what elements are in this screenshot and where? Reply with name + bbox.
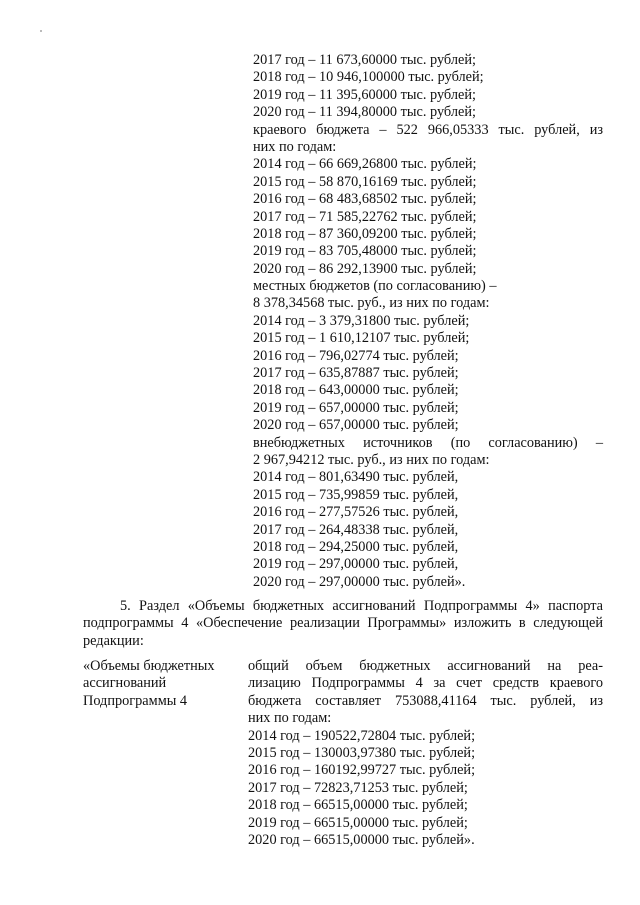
text-line: внебюджетных источников (по согласованию) – — [253, 434, 603, 451]
text-line: 2014 год – 3 379,31800 тыс. рублей; — [253, 312, 470, 329]
text-line: 2019 год – 297,00000 тыс. рублей, — [253, 556, 459, 573]
text-line: 2015 год – 1 610,12107 тыс. рублей; — [253, 330, 470, 347]
text-line: 2018 год – 294,25000 тыс. рублей, — [253, 538, 459, 555]
label-line: Подпрограммы 4 — [83, 692, 188, 709]
section-5-paragraph — [83, 598, 603, 650]
text-line: 2016 год – 796,02774 тыс. рублей; — [253, 347, 459, 364]
text-line: краевого бюджета – 522 966,05333 тыс. рублей, из — [253, 121, 603, 138]
value-line: лизацию Подпрограммы 4 за счет средств краевого — [248, 675, 603, 692]
text-line: 2 967,94212 тыс. руб., из них по годам: — [253, 451, 490, 468]
text-line: 2018 год – 10 946,100000 тыс. рублей; — [253, 69, 484, 86]
text-line: 2014 год – 66 669,26800 тыс. рублей; — [253, 156, 477, 173]
text-line: местных бюджетов (по согласованию) – — [253, 278, 497, 295]
text-line: 2016 год – 68 483,68502 тыс. рублей; — [253, 191, 477, 208]
paragraph-text: 5. Раздел «Объемы бюджетных ассигнований Подпрограммы 4» паспорта подпрограммы 4 «Обеспечение реализации Программы» изложить в следующей редакции: — [83, 598, 603, 649]
value-line: 2019 год – 66515,00000 тыс. рублей; — [248, 814, 468, 831]
text-line: 2017 год – 264,48338 тыс. рублей, — [253, 521, 459, 538]
text-line: 2017 год – 71 585,22762 тыс. рублей; — [253, 208, 477, 225]
label-line: ассигнований — [83, 675, 167, 692]
value-line: них по годам: — [248, 710, 332, 727]
text-line: 2014 год – 801,63490 тыс. рублей, — [253, 469, 459, 486]
table-label-cell — [83, 658, 248, 710]
value-line: 2018 год – 66515,00000 тыс. рублей; — [248, 797, 468, 814]
value-line: 2014 год – 190522,72804 тыс. рублей; — [248, 727, 476, 744]
label-line: «Объемы бюджетных — [83, 658, 215, 674]
text-line: 2017 год – 11 673,60000 тыс. рублей; — [253, 52, 476, 68]
text-line: 8 378,34568 тыс. руб., из них по годам: — [253, 295, 490, 312]
text-line: 2015 год – 58 870,16169 тыс. рублей; — [253, 173, 477, 190]
text-line: 2018 год – 643,00000 тыс. рублей; — [253, 382, 459, 399]
table-value-cell — [248, 658, 603, 849]
value-line: 2015 год – 130003,97380 тыс. рублей; — [248, 744, 476, 761]
text-line: 2020 год – 11 394,80000 тыс. рублей; — [253, 104, 476, 121]
value-line: 2016 год – 160192,99727 тыс. рублей; — [248, 762, 476, 779]
value-line: бюджета составляет 753088,41164 тыс. рублей, из — [248, 692, 603, 709]
text-line: 2019 год – 11 395,60000 тыс. рублей; — [253, 86, 476, 103]
text-line: 2018 год – 87 360,09200 тыс. рублей; — [253, 225, 477, 242]
text-line: 2019 год – 83 705,48000 тыс. рублей; — [253, 243, 477, 260]
text-line: них по годам: — [253, 138, 337, 155]
text-line: 2020 год – 86 292,13900 тыс. рублей; — [253, 260, 477, 277]
value-line: 2017 год – 72823,71253 тыс. рублей; — [248, 779, 468, 796]
text-line: 2016 год – 277,57526 тыс. рублей, — [253, 504, 459, 521]
text-line: 2020 год – 657,00000 тыс. рублей; — [253, 417, 459, 434]
value-line: общий объем бюджетных ассигнований на реа- — [248, 658, 603, 674]
text-line: 2017 год – 635,87887 тыс. рублей; — [253, 365, 459, 382]
text-line: 2020 год – 297,00000 тыс. рублей». — [253, 573, 466, 590]
scan-dot — [40, 30, 42, 32]
text-line: 2015 год – 735,99859 тыс. рублей, — [253, 486, 459, 503]
value-line: 2020 год – 66515,00000 тыс. рублей». — [248, 831, 475, 848]
top-column — [253, 52, 603, 591]
text-line: 2019 год – 657,00000 тыс. рублей; — [253, 399, 459, 416]
